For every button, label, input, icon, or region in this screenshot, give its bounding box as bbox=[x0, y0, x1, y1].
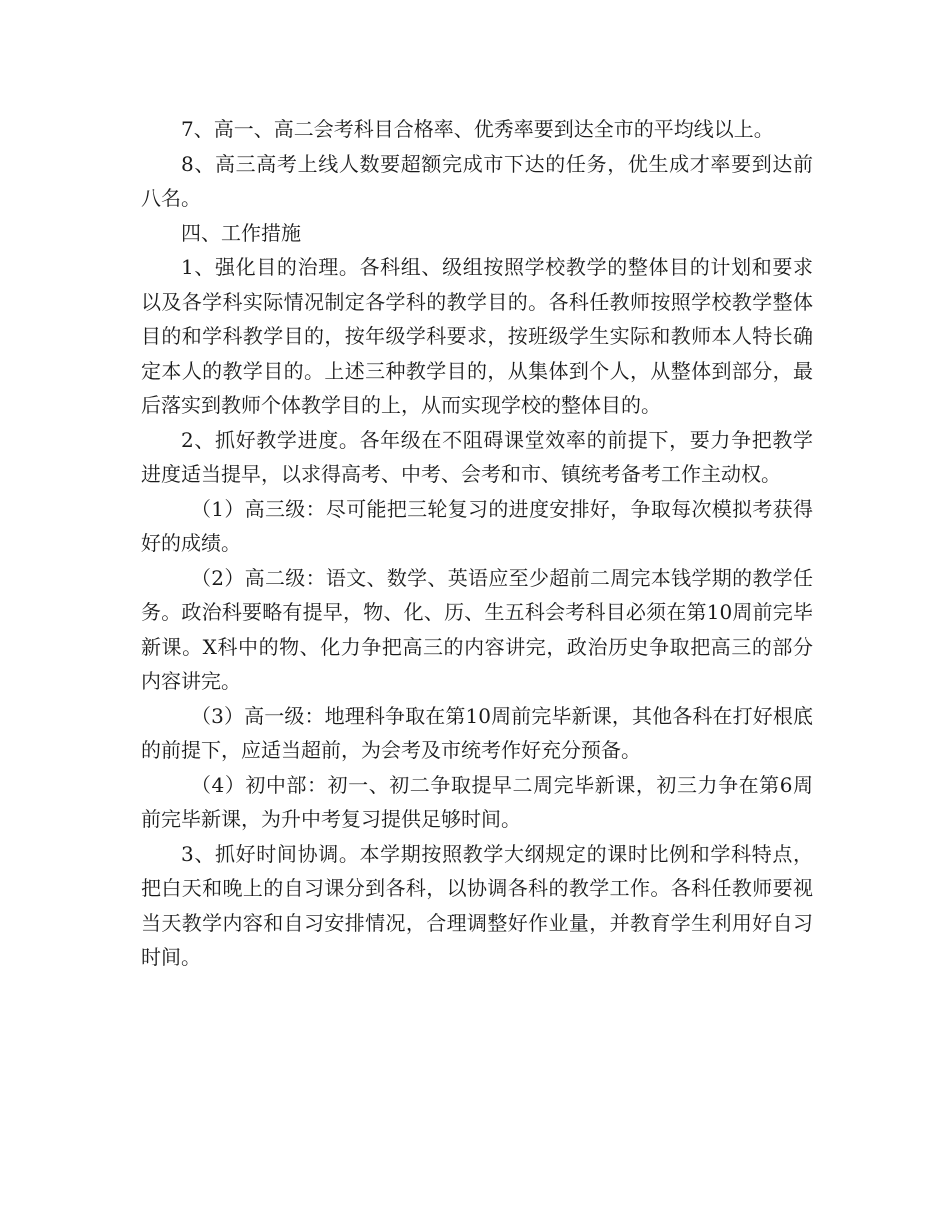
paragraph-sub-2: （2）高二级：语文、数学、英语应至少超前二周完本钱学期的教学任务。政治科要略有提早，物、化、历、生五科会考科目必须在第10周前完毕新课。X科中的物、化力争把高三的内容讲完，政治历史争取把高三的部分内容讲完。 bbox=[141, 565, 813, 693]
paragraph-sub-3: （3）高一级：地理科争取在第10周前完毕新课，其他各科在打好根底的前提下，应适当超前，为会考及市统考作好充分预备。 bbox=[141, 703, 813, 762]
paragraph-measure-3: 3、抓好时间协调。本学期按照教学大纲规定的课时比例和学科特点，把白天和晚上的自习课分到各科，以协调各科的教学工作。各科任教师要视当天教学内容和自习安排情况，合理调整好作业量，并教育学生利用好自习时间。 bbox=[141, 841, 813, 969]
paragraph-sub-4: （4）初中部：初一、初二争取提早二周完毕新课，初三力争在第6周前完毕新课，为升中考复习提供足够时间。 bbox=[141, 772, 813, 831]
document-body bbox=[141, 112, 813, 975]
paragraph-item-8: 8、高三高考上线人数要超额完成市下达的任务，优生成才率要到达前八名。 bbox=[141, 151, 813, 210]
section-heading-work-measures: 四、工作措施 bbox=[181, 220, 301, 245]
paragraph-sub-1: （1）高三级：尽可能把三轮复习的进度安排好，争取每次模拟考获得好的成绩。 bbox=[141, 496, 813, 555]
paragraph-measure-1: 1、强化目的治理。各科组、级组按照学校教学的整体目的计划和要求以及各学科实际情况制定各学科的教学目的。各科任教师按照学校教学整体目的和学科教学目的，按年级学科要求，按班级学生实际和教师本人特长确定本人的教学目的。上述三种教学目的，从集体到个人，从整体到部分，最后落实到教师个体教学目的上，从而实现学校的整体目的。 bbox=[141, 255, 813, 417]
paragraph-item-7: 7、高一、高二会考科目合格率、优秀率要到达全市的平均线以上。 bbox=[181, 117, 774, 141]
paragraph-measure-2: 2、抓好教学进度。各年级在不阻碍课堂效率的前提下，要力争把教学进度适当提早，以求得高考、中考、会考和市、镇统考备考工作主动权。 bbox=[141, 427, 813, 486]
